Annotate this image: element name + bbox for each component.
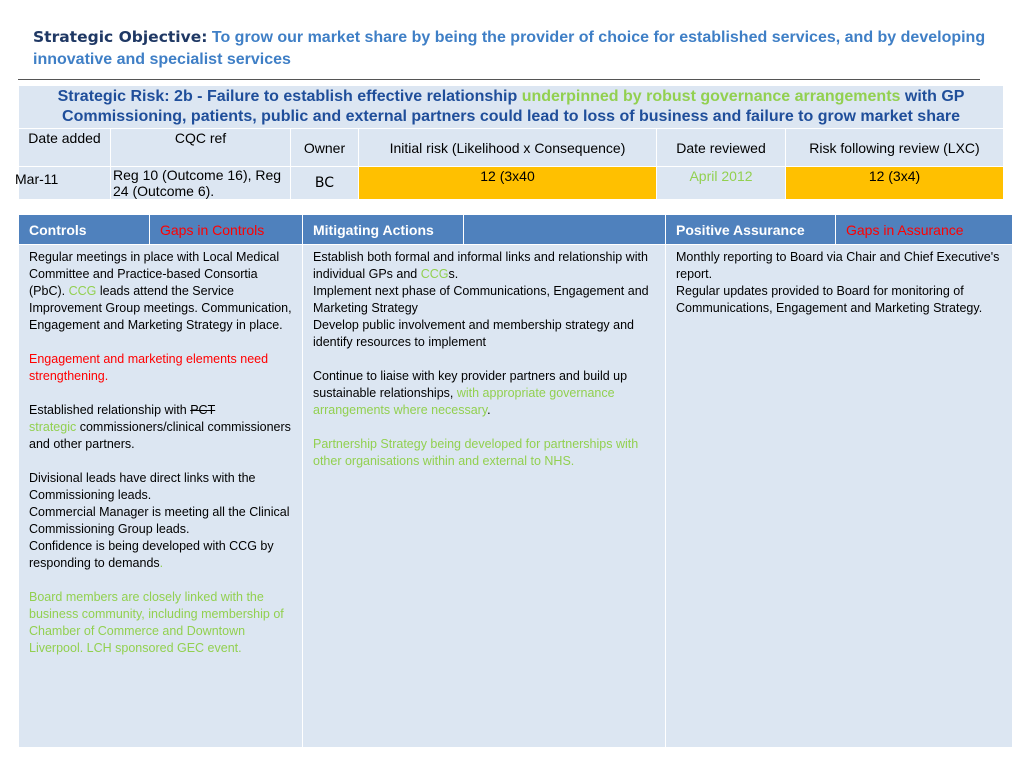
controls-para-2: Engagement and marketing elements need strengthening. (29, 352, 269, 383)
header-date-reviewed: Date reviewed (657, 129, 786, 167)
mitigating-text: Establish both formal and informal links and relationship with individual GPs and (313, 250, 648, 281)
strategic-objective (33, 26, 993, 71)
assurance-para-1: Monthly reporting to Board via Chair and Chief Executive's report. (676, 250, 1000, 281)
initial-risk-value: 12 (3x40 (359, 167, 657, 200)
header-cqc-ref: CQC ref (111, 129, 291, 167)
header-risk-following: Risk following review (LXC) (786, 129, 1004, 167)
controls-para-3 (29, 402, 292, 453)
date-reviewed-value: April 2012 (657, 167, 786, 200)
header-initial-risk: Initial risk (Likelihood x Consequence) (359, 129, 657, 167)
objective-text: To grow our market share by being the provider of choice for established services, and by developing innovative and specialist services (33, 29, 986, 68)
positive-assurance-cell (666, 245, 1013, 748)
controls-text: Established relationship with (29, 403, 191, 417)
mitigating-para-1 (313, 249, 655, 283)
mitigating-actions-cell (303, 245, 666, 748)
header-mitigating-actions: Mitigating Actions (303, 215, 464, 245)
mitigating-ccg: CCG (420, 267, 449, 281)
risk-following-value: 12 (3x4) (786, 167, 1004, 200)
mitigating-para-4 (313, 368, 655, 419)
header-gaps-in-controls: Gaps in Controls (150, 215, 303, 245)
mitigating-text: s. (448, 267, 459, 281)
controls-para-1 (29, 249, 292, 334)
mitigating-para-2: Implement next phase of Communications, Engagement and Marketing Strategy (313, 284, 649, 315)
divider (18, 79, 980, 80)
assurance-para-2: Regular updates provided to Board for monitoring of Communications, Engagement and Marketing Strategy. (676, 284, 983, 315)
strategic-risk-title (19, 86, 1004, 129)
mitigating-text: . (487, 403, 491, 417)
controls-para-6 (29, 538, 292, 572)
header-gaps-in-assurance: Gaps in Assurance (836, 215, 1013, 245)
controls-table (18, 214, 1013, 748)
controls-para-4: Divisional leads have direct links with the Commissioning leads. (29, 471, 256, 502)
controls-text: leads attend the Service Improvement Group meetings. Communication, Engagement and Marketing Strategy in place. (29, 284, 292, 332)
header-controls: Controls (19, 215, 150, 245)
header-positive-assurance: Positive Assurance (666, 215, 836, 245)
controls-text: commissioners/clinical commissioners and other partners. (29, 420, 291, 451)
risk-highlight: underpinned by robust governance arrangements (521, 88, 901, 105)
risk-table (15, 85, 1004, 200)
header-blank (464, 215, 666, 245)
controls-text: . (159, 556, 164, 570)
mitigating-para-3: Develop public involvement and membership strategy and identify resources to implement (313, 318, 635, 349)
controls-para-7: Board members are closely linked with the business community, including membership of Chamber of Commerce and Downtown Liverpool. LCH sponsored GEC event. (29, 590, 284, 655)
controls-strategic: strategic (29, 420, 77, 434)
cqc-ref-value: Reg 10 (Outcome 16), Reg 24 (Outcome 6). (111, 167, 291, 200)
date-added-value: Mar-11 (19, 167, 111, 200)
risk-prefix: Strategic Risk: 2b - Failure to establish effective relationship (57, 88, 522, 105)
controls-text: Confidence is being developed with CCG by responding to demands (29, 539, 274, 570)
header-date-added: Date added (19, 129, 111, 167)
owner-value: BC (291, 167, 359, 200)
mitigating-para-5: Partnership Strategy being developed for partnerships with other organisations within and external to NHS. (313, 437, 639, 468)
risk-suffix: with GP Commissioning, patients, public and external partners could lead to loss of business and failure to grow market share (62, 88, 965, 125)
controls-cell (19, 245, 303, 748)
mitigating-governance: with appropriate governance arrangements where necessary (313, 386, 615, 417)
controls-pct-struck: PCT (190, 403, 216, 417)
mitigating-text: Continue to liaise with key provider partners and build up sustainable relationships, (313, 369, 628, 400)
controls-para-5: Commercial Manager is meeting all the Clinical Commissioning Group leads. (29, 505, 290, 536)
header-owner: Owner (291, 129, 359, 167)
objective-label: Strategic Objective: (33, 28, 208, 46)
controls-text: Regular meetings in place with Local Medical Committee and Practice-based Consortia (PbC). (29, 250, 280, 298)
controls-ccg: CCG (68, 284, 97, 298)
